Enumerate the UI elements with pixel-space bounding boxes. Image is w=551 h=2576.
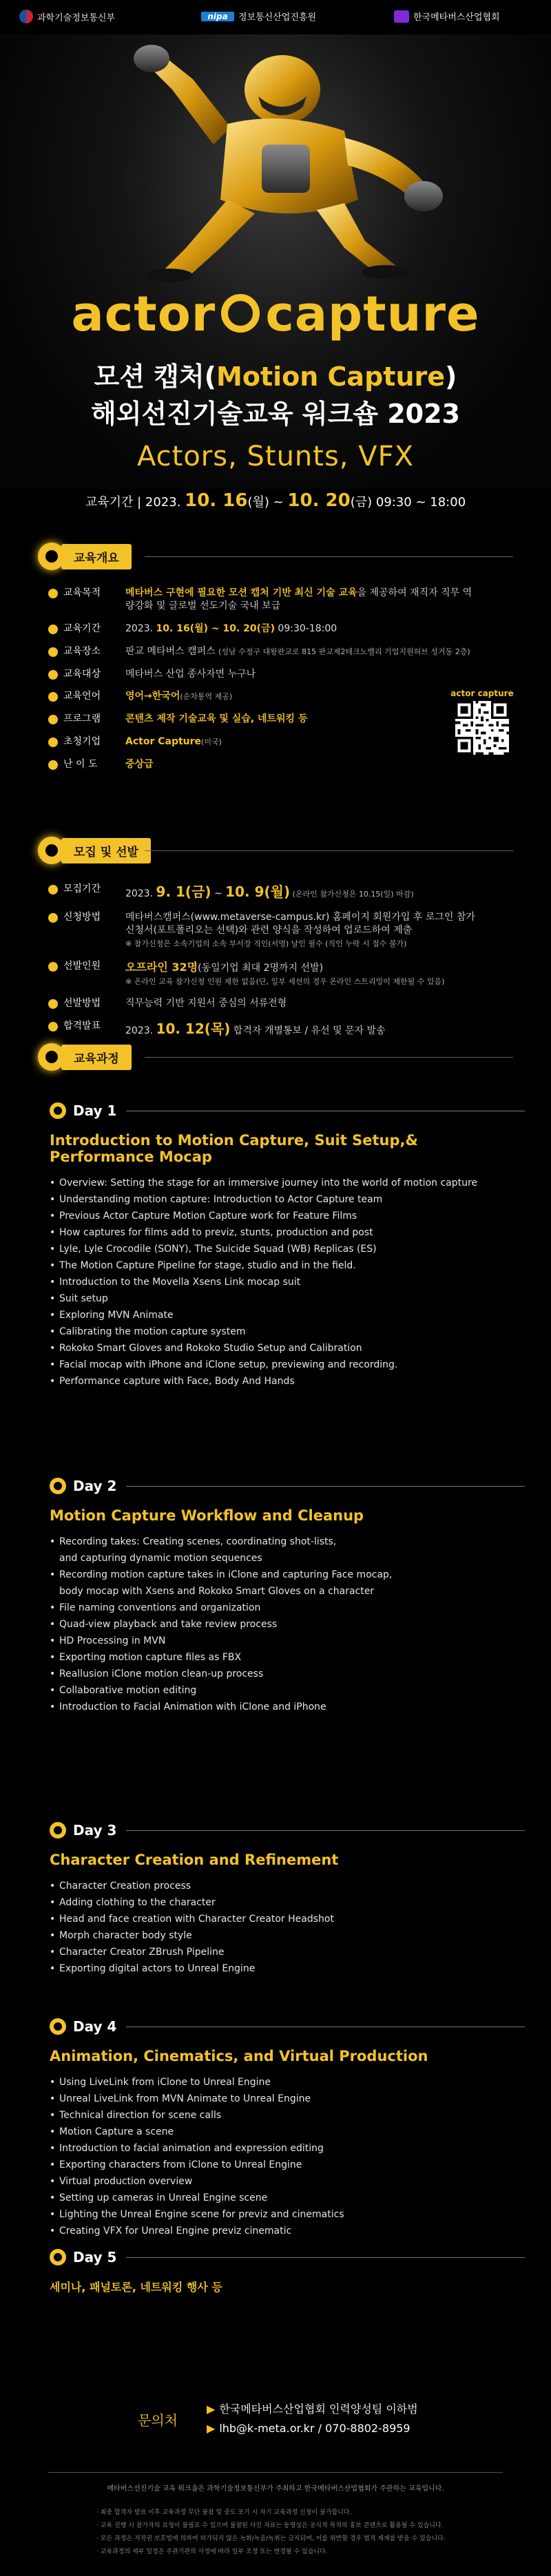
row-label: 신청방법 (63, 912, 101, 923)
row-value (125, 758, 475, 771)
list-item: • Character Creation process (50, 1878, 525, 1894)
section-dot-icon (38, 1043, 65, 1071)
row-label: 교육언어 (63, 691, 101, 702)
bullet-icon (48, 737, 58, 747)
bullet-icon (48, 999, 58, 1009)
recruit-row (48, 911, 475, 950)
qr-logo-text: actor capture (450, 689, 514, 698)
row-post: (순차통역 제공) (180, 692, 233, 702)
kmeta-mark-icon (394, 10, 409, 23)
list-item: • Understanding motion capture: Introduction to Actor Capture team (50, 1191, 525, 1208)
list-item: • Unreal LiveLink from MVN Animate to Unreal Engine (50, 2091, 525, 2107)
list-item: • Suit setup (50, 1290, 525, 1307)
row-value (125, 645, 475, 658)
section-curriculum-title: 교육과정 (61, 1045, 132, 1070)
row-label: 난 이 도 (63, 759, 98, 771)
footer-note: · 교육 진행 시 참가자의 요청이 불필요 수 있으며 불참된 사진 자료는 동영상은 공식적 목적의 홍보 콘텐츠로 활용될 수 있습니다. (96, 2522, 444, 2529)
list-item: • The Motion Capture Pipeline for stage, studio and in the field. (50, 1257, 525, 1274)
qr-code-icon[interactable] (455, 701, 509, 755)
bullet-icon (48, 1022, 58, 1032)
logo-word-actor: actor (71, 286, 216, 342)
row-text: 메타버스캠퍼스(www.metaverse-campus.kr) 홈페이지 회원가입 후 로그인 참가신청서(포트폴리오는 선택)와 관련 양식을 작성하여 업로드하여 제출 (125, 912, 475, 936)
divider (145, 850, 513, 851)
row-highlight: 10. 16(월) ~ 10. 20(금) (156, 622, 275, 634)
list-item: • Motion Capture a scene (50, 2124, 525, 2140)
list-item: • HD Processing in MVN (50, 1633, 525, 1649)
period-start: 10. 16 (185, 490, 248, 511)
day-title: Animation, Cinematics, and Virtual Production (50, 2048, 428, 2064)
row-value (125, 587, 475, 613)
row-value (125, 883, 475, 901)
contact-title: 문의처 (138, 2412, 178, 2429)
day-circle-icon (50, 1102, 66, 1119)
day-label: Day 4 (73, 2018, 117, 2035)
logo-word-capture: capture (265, 286, 480, 342)
section-dot-icon (38, 837, 65, 864)
row-label: 선발인원 (63, 960, 101, 972)
contact-person: 한국메타버스산업협회 인력양성팀 이하범 (219, 2402, 418, 2416)
period-end: 10. 20 (287, 490, 351, 511)
day-items (50, 1878, 525, 1977)
footer-note: · 교육과정의 세부 일정은 주관기관의 사정에 따라 일부 조정 또는 변경될 수 있습니다. (96, 2548, 328, 2555)
divider (145, 556, 513, 557)
day-header (50, 2248, 525, 2266)
list-item: • Recording takes: Creating scenes, coordinating shot-lists, (50, 1533, 525, 1550)
row-post: 합격자 개별통보 / 유선 및 문자 발송 (230, 1025, 386, 1037)
day-title: Introduction to Motion Capture, Suit Setup,& Performance Mocap (50, 1132, 418, 1165)
day-header (50, 1477, 525, 1495)
nipa-mark: nipa (201, 12, 234, 21)
row-value: 직무능력 기반 지원서 중심의 서류전형 (125, 998, 287, 1009)
day-header (50, 1821, 525, 1839)
row-post: (온라인 참가신청은 10.15(일) 마감) (290, 890, 414, 899)
kmeta-logo-text: 한국메타버스산업협회 (413, 12, 500, 23)
row-pre: 판교 메타버스 캠퍼스 (125, 645, 219, 657)
kmeta-logo (394, 10, 500, 23)
overview-row (48, 758, 475, 771)
row-label: 교육대상 (63, 668, 101, 680)
row-label: 교육기간 (63, 622, 101, 634)
arrow-icon: ▶ (207, 2402, 216, 2416)
hero-title-line1 (0, 355, 551, 393)
list-item: • Introduction to Facial Animation with iClone and iPhone (50, 1699, 525, 1715)
overview-row (48, 645, 475, 658)
actor-capture-logo (0, 286, 551, 342)
msit-logo-text: 과학기술정보통신부 (37, 12, 116, 23)
row-pre: 2023. (125, 888, 156, 899)
lens-ring-icon (221, 294, 260, 333)
row-label: 교육장소 (63, 645, 101, 657)
row-value (125, 713, 475, 726)
hero-subtitle: Actors, Stunts, VFX (136, 441, 415, 472)
section-recruit-title: 모집 및 선발 (61, 838, 151, 863)
row-label: 모집기간 (63, 883, 101, 894)
divider (126, 2257, 525, 2258)
row-post: (동일기업 최대 2명까지 선발) (198, 962, 324, 974)
taegeuk-icon (19, 10, 33, 23)
hero-title1-pre: 모션 캡처( (94, 362, 217, 392)
nipa-logo-text: 정보통신산업진흥원 (238, 12, 317, 23)
day-circle-icon (50, 2018, 66, 2035)
list-item: • Exporting motion capture files as FBX (50, 1649, 525, 1666)
divider (145, 1057, 513, 1058)
row-note: ※ 참가신청은 소속기업의 소속 부서장 직인(서명) 날인 필수 (직인 누락 시 접수 불가) (125, 939, 407, 948)
list-item: • Overview: Setting the stage for an immersive journey into the world of motion capture (50, 1175, 525, 1191)
row-big: 10. 9(월) (225, 883, 291, 900)
bullet-icon (48, 913, 58, 923)
row-label: 선발방법 (63, 998, 101, 1009)
period-sep: ~ (269, 495, 288, 510)
day-items (50, 2074, 525, 2239)
row-pre: 2023. (125, 1025, 156, 1037)
list-item: • Recording motion capture takes in iClone and capturing Face mocap, (50, 1567, 525, 1583)
list-item: • Lighting the Unreal Engine scene for previz and cinematics (50, 2206, 525, 2223)
qr-code-block (448, 689, 517, 757)
day-label: Day 5 (73, 2249, 117, 2265)
row-value: 메타버스 산업 종사자면 누구나 (125, 668, 256, 680)
section-overview-title: 교육개요 (61, 544, 132, 569)
row-highlight: Actor Capture (125, 736, 202, 748)
recruit-row (48, 1020, 475, 1038)
bullet-icon (48, 715, 58, 724)
row-big: 9. 1(금) (156, 883, 211, 900)
row-value (125, 690, 475, 703)
overview-row (48, 735, 475, 748)
msit-logo (19, 10, 115, 23)
contact-email-phone[interactable]: lhb@k-meta.or.kr / 070-8802-8959 (219, 2422, 410, 2435)
row-highlight: 영어→한국어 (125, 691, 180, 702)
row-post: (미국) (201, 737, 222, 747)
row-post: (성남 수정구 대왕판교로 815 판교제2테크노밸리 기업지원허브 성거동 2층) (218, 647, 470, 656)
period-end-day: (금) (350, 495, 373, 510)
header-bar (0, 0, 551, 34)
section-dot-icon (38, 543, 65, 570)
row-value (125, 1020, 475, 1038)
row-label: 교육목적 (63, 587, 101, 598)
list-item: • Technical direction for scene calls (50, 2107, 525, 2124)
arrow-icon: ▶ (207, 2422, 216, 2435)
contact-lines (207, 2400, 418, 2438)
day-label: Day 1 (73, 1102, 117, 1119)
divider (126, 1486, 525, 1487)
list-item: • Creating VFX for Unreal Engine previz cinematic (50, 2223, 525, 2239)
row-post: 을 제공하여 재직자 직무 역량강화 및 글로벌 선도기술 국내 보급 (125, 587, 472, 611)
education-period (0, 490, 551, 511)
bullet-icon (48, 962, 58, 972)
list-item: • Exploring MVN Animate (50, 1307, 525, 1323)
section-recruit-header (38, 837, 151, 864)
list-item: • Introduction to the Movella Xsens Link mocap suit (50, 1274, 525, 1290)
hero-banner (0, 34, 551, 489)
list-item: • Performance capture with Face, Body And Hands (50, 1373, 525, 1390)
row-label: 프로그램 (63, 713, 101, 725)
overview-row (48, 668, 475, 681)
list-item: • Rokoko Smart Gloves and Rokoko Studio Setup and Calibration (50, 1340, 525, 1357)
row-post: 09:30-18:00 (274, 622, 337, 634)
row-highlight: 오프라인 32명 (125, 960, 198, 974)
bullet-icon (48, 885, 58, 894)
list-item: • Head and face creation with Character Creator Headshot (50, 1911, 525, 1927)
day-title: Character Creation and Refinement (50, 1852, 339, 1868)
section-curriculum-header (38, 1043, 132, 1071)
list-item: • Collaborative motion editing (50, 1682, 525, 1699)
list-item-continued: and capturing dynamic motion sequences (59, 1553, 262, 1564)
bullet-icon (48, 670, 58, 680)
day-2-block (50, 1477, 525, 1715)
overview-row (48, 587, 475, 613)
bullet-icon (48, 760, 58, 770)
list-item-continued: body mocap with Xsens and Rokoko Smart Gloves on a character (59, 1586, 375, 1597)
row-highlight: 메타버스 구현에 필요한 모션 캡처 기반 최신 기술 교육 (125, 587, 357, 598)
list-item: • Adding clothing to the character (50, 1894, 525, 1911)
list-item: • Introduction to facial animation and expression editing (50, 2140, 525, 2157)
hero-title1-highlight: Motion Capture (216, 362, 446, 392)
row-value (125, 735, 475, 748)
day-title: Motion Capture Workflow and Cleanup (50, 1507, 364, 1524)
row-label: 합격발표 (63, 1020, 101, 1032)
row-big: 10. 12(목) (156, 1020, 231, 1038)
list-item: • How captures for films add to previz, stunts, production and post (50, 1224, 525, 1241)
day-circle-icon (50, 1822, 66, 1839)
recruit-row (48, 883, 475, 901)
bullet-icon (48, 589, 58, 598)
day-label: Day 3 (73, 1822, 117, 1839)
row-mid: ~ (211, 888, 226, 899)
footer-organizer: 메타버스선진기술 교육 워크숍은 과학기술정보통신부가 주최하고 한국메타버스산업협회가 주관하는 교육입니다. (107, 2485, 444, 2493)
row-highlight: 중상급 (125, 759, 154, 771)
day-circle-icon (50, 1478, 66, 1494)
list-item: • Morph character body style (50, 1927, 525, 1944)
recruit-row (48, 997, 475, 1010)
contact-line (207, 2419, 418, 2438)
list-item: • Virtual production overview (50, 2173, 525, 2190)
list-item: • File naming conventions and organization (50, 1600, 525, 1616)
period-time: 09:30 ~ 18:00 (372, 495, 466, 510)
hero-title-line2: 해외선진기술교육 워크숍 2023 (90, 399, 460, 429)
footer-note: · 모든 과정은 저작권 보호법에 의하여 허가되지 않은 녹화/녹음/녹취는 금지되며, 이를 위반할 경우 법적 제재를 받을 수 있습니다. (96, 2535, 446, 2542)
day-circle-icon (50, 2249, 66, 2265)
day-4-block (50, 2018, 525, 2239)
recruit-row (48, 960, 475, 988)
list-item: • Facial mocap with iPhone and iClone setup, previewing and recording. (50, 1357, 525, 1373)
list-item: • Lyle, Lyle Crocodile (SONY), The Suicide Squad (WB) Replicas (ES) (50, 1241, 525, 1257)
row-pre: 2023. (125, 622, 156, 634)
contact-line (207, 2400, 418, 2419)
list-item: • Previous Actor Capture Motion Capture work for Feature Films (50, 1208, 525, 1224)
list-item: • Exporting digital actors to Unreal Engine (50, 1960, 525, 1977)
day-items (50, 1533, 525, 1715)
bullet-icon (48, 647, 58, 657)
day-5-block (50, 2248, 525, 2294)
day-items (50, 1175, 525, 1390)
day-label: Day 2 (73, 1478, 117, 1494)
overview-row (48, 622, 475, 636)
period-label: 교육기간 | 2023. (85, 495, 181, 510)
row-value (125, 960, 475, 988)
divider (126, 1830, 525, 1831)
robot-figure-image (55, 41, 496, 282)
row-highlight: 콘텐츠 제작 기술교육 및 실습, 네트워킹 등 (125, 713, 308, 725)
list-item: • Calibrating the motion capture system (50, 1323, 525, 1340)
list-item: • Exporting characters from iClone to Unreal Engine (50, 2157, 525, 2173)
recruit-list (48, 883, 475, 1048)
section-overview-header (38, 543, 132, 570)
day-header (50, 2018, 525, 2035)
day-5-description: 세미나, 패널토론, 네트워킹 행사 등 (50, 2281, 222, 2294)
period-start-day: (월) (247, 495, 269, 510)
list-item: • Character Creator ZBrush Pipeline (50, 1944, 525, 1960)
list-item: • Quad-view playback and take review process (50, 1616, 525, 1633)
hero-title1-post: ) (445, 362, 457, 392)
overview-row (48, 690, 475, 703)
row-label: 초청기업 (63, 736, 101, 748)
list-item: • Setting up cameras in Unreal Engine scene (50, 2190, 525, 2206)
day-3-block (50, 1821, 525, 1977)
list-item: • Using LiveLink from iClone to Unreal Engine (50, 2074, 525, 2091)
overview-list (48, 587, 475, 781)
footer-note: · 최종 합격자 발표 이후 교육과정 무단 불참 및 중도 포기 시 차기 교육과정 신청이 불가합니다. (96, 2509, 352, 2516)
row-value (125, 911, 475, 950)
day-1-block (50, 1102, 525, 1390)
row-value (125, 622, 475, 636)
bullet-icon (48, 692, 58, 702)
overview-row (48, 713, 475, 726)
divider (48, 2472, 503, 2473)
nipa-logo (201, 10, 316, 23)
row-note: ※ 온라인 교육 참가신청 인원 제한 없음(단, 일부 세션의 경우 온라인 스트리밍이 제한될 수 있음) (125, 976, 445, 986)
list-item: • Reallusion iClone motion clean-up process (50, 1666, 525, 1682)
bullet-icon (48, 625, 58, 634)
footer-notes (96, 2506, 482, 2559)
day-header (50, 1102, 525, 1120)
